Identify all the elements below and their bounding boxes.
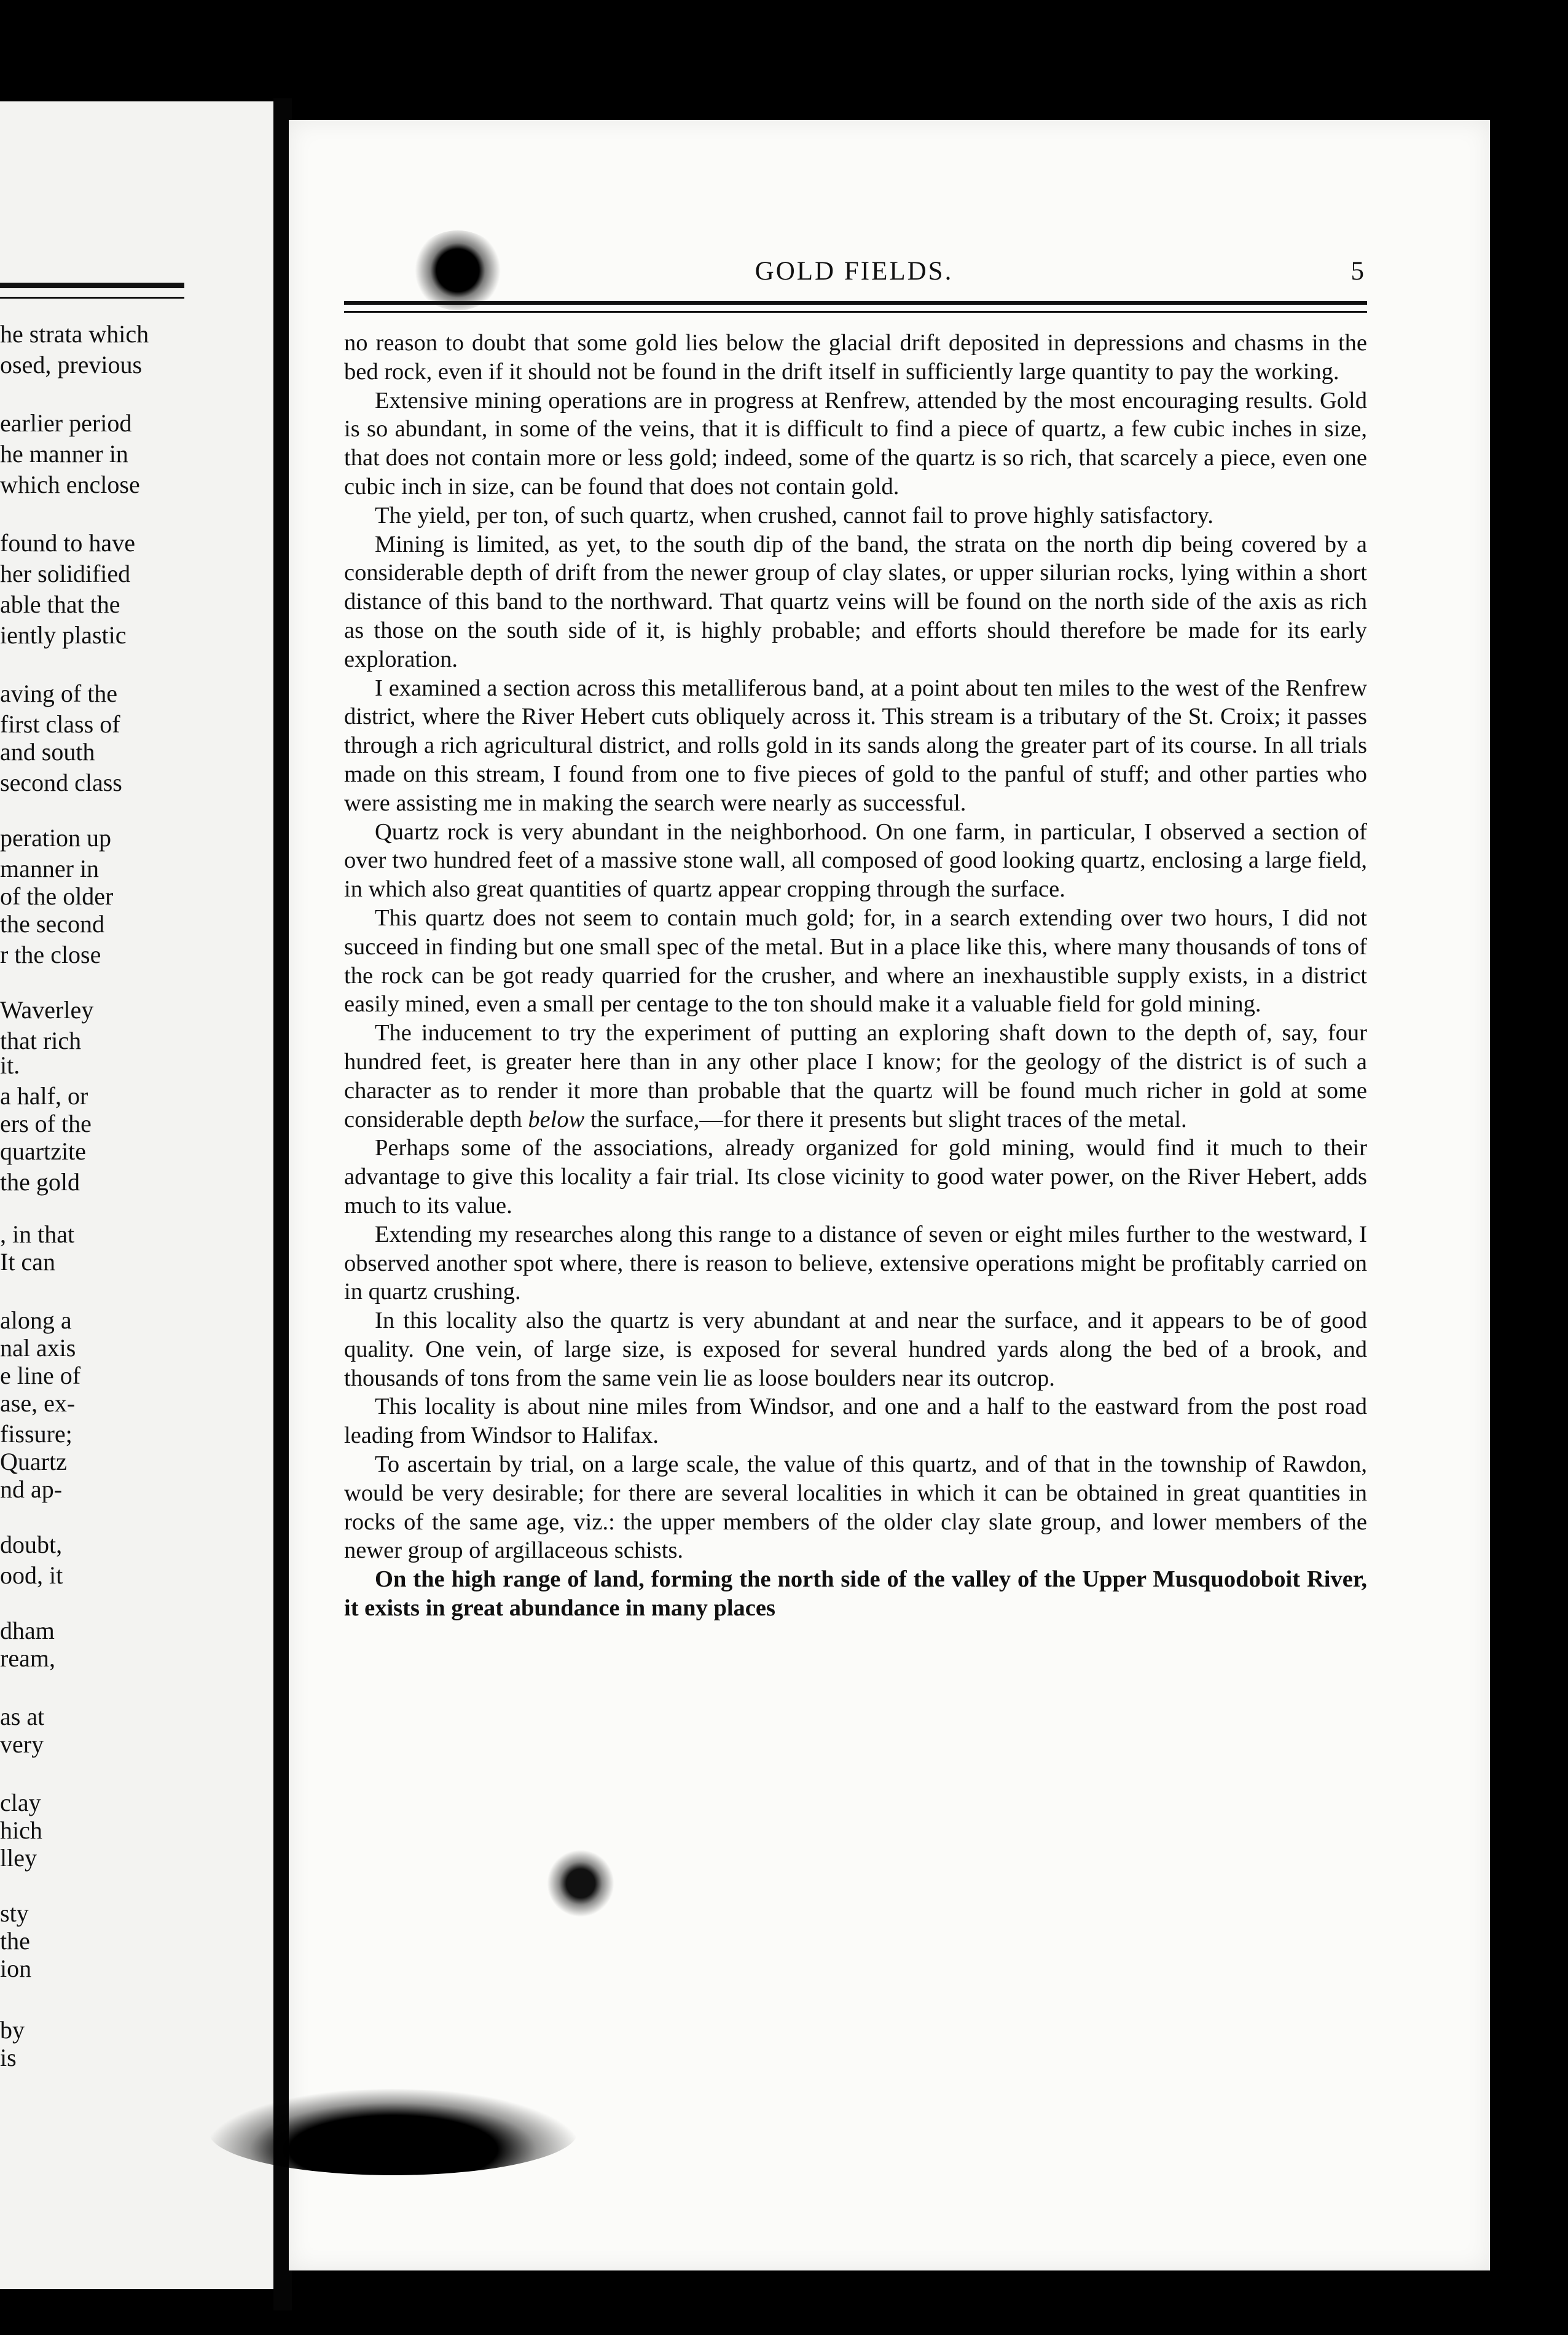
facing-page-line: the gold	[0, 1168, 80, 1196]
paragraph-text: The inducement to try the experiment of putting an exploring shaft down to the depth of, say, four hundred feet, is greater here than in any other place I know; for the geology of the district is of such a character as to render it more than probable that the quartz will be found much richer in gold at some considerable depth	[344, 1020, 1367, 1132]
paragraph: This locality is about nine miles from Windsor, and one and a half to the eastward from the post road leading from Windsor to Halifax.	[344, 1394, 1367, 1449]
facing-page-line: Quartz	[0, 1448, 67, 1475]
facing-page-line: iently plastic	[0, 621, 127, 649]
paragraph: The yield, per ton, of such quartz, when crushed, cannot fail to prove highly satisfactory.	[375, 502, 1213, 528]
facing-page-line: it.	[0, 1051, 20, 1079]
facing-page-line: found to have	[0, 529, 135, 557]
facing-page-line: as at	[0, 1703, 45, 1730]
ink-blot	[547, 1850, 614, 1917]
facing-page-line: ream,	[0, 1644, 55, 1672]
facing-page-line: that rich	[0, 1027, 82, 1054]
facing-page-line: clay	[0, 1789, 41, 1816]
facing-page-line: dham	[0, 1617, 55, 1644]
paragraph: Extensive mining operations are in progress at Renfrew, attended by the most encouraging results. Gold is so abundant, in some of the veins, that it is difficult to find a piece of quartz, a few cubic inches in size, that does not contain more or less gold; indeed, some of the quartz is so rich, that scarcely a piece, even one cubic inch in size, can be found that does not contain gold.	[344, 387, 1367, 500]
scan-shadow	[209, 2089, 578, 2175]
running-title: GOLD FIELDS.	[755, 257, 954, 286]
paragraph: I examined a section across this metalliferous band, at a point about ten miles to the west of the Renfrew district, where the River Hebert cuts obliquely across it. This stream is a tributary of the St. Croix; it passes through a rich agricultural district, and rolls gold in its sands along the greater part of its course. In all trials made on this stream, I found from one to five pieces of gold to the panful of stuff; and other parties who were assisting me in making the search were nearly as successful.	[344, 675, 1367, 816]
facing-page-line: a half, or	[0, 1082, 88, 1110]
facing-page-line: sty	[0, 1899, 29, 1927]
facing-page-line: It can	[0, 1248, 55, 1276]
facing-page-line: second class	[0, 769, 122, 796]
body-text	[344, 329, 1367, 1623]
paragraph: no reason to doubt that some gold lies below the glacial drift deposited in depressions and chasms in the bed rock, even if it should not be found in the drift itself in sufficiently large quantity to pay the working.	[344, 330, 1367, 385]
paragraph: To ascertain by trial, on a large scale, the value of this quartz, and of that in the township of Rawdon, would be very desirable; for there are several localities in which it can be obtained in great quantities in rocks of the same age, viz.: the upper members of the older clay slate group, and lower members of the newer group of argillaceous schists.	[344, 1451, 1367, 1564]
italic-word: below	[528, 1106, 585, 1132]
book-page	[289, 120, 1490, 2270]
facing-page-line: lley	[0, 1844, 37, 1872]
facing-page-line: nd ap-	[0, 1475, 63, 1503]
facing-page-line: fissure;	[0, 1420, 73, 1448]
facing-page-line: peration up	[0, 824, 112, 852]
page-number: 5	[1350, 257, 1364, 286]
facing-page-line: ood, it	[0, 1561, 63, 1589]
facing-page-line: of the older	[0, 882, 114, 910]
facing-page-line: ion	[0, 1955, 32, 1982]
facing-page-line: ers of the	[0, 1110, 92, 1137]
facing-page-line: first class of	[0, 710, 120, 738]
paragraph: Perhaps some of the associations, already organized for gold mining, would find it much to their advantage to give this locality a fair trial. Its close vicinity to good water power, on the River Hebert, adds much to its value.	[344, 1135, 1367, 1219]
facing-page-line: aving of the	[0, 680, 118, 707]
facing-page-line: her solidified	[0, 560, 131, 587]
facing-page-line: hich	[0, 1816, 42, 1844]
facing-page-line: doubt,	[0, 1531, 63, 1558]
paragraph: In this locality also the quartz is very abundant at and near the surface, and it appears to be of good quality. One vein, of large size, is exposed for several hundred yards along the bed of a brook, and thousands of tons from the same vein lie as loose boulders near its outcrop.	[344, 1308, 1367, 1391]
paragraph-text: the surface,—for there it presents but slight traces of the metal.	[584, 1106, 1187, 1132]
facing-page-line: , in that	[0, 1220, 75, 1248]
facing-page-line: he strata which	[0, 320, 149, 348]
facing-page-line: e line of	[0, 1362, 81, 1389]
facing-page-line: very	[0, 1730, 44, 1758]
running-header	[344, 256, 1364, 293]
facing-page-line: is	[0, 2044, 17, 2071]
facing-page-line: along a	[0, 1306, 72, 1334]
facing-page-line: earlier period	[0, 409, 132, 437]
facing-page-line: which enclose	[0, 471, 140, 498]
facing-page-line: ase, ex-	[0, 1389, 76, 1417]
facing-page-line: quartzite	[0, 1137, 86, 1165]
facing-page-left	[0, 101, 273, 2289]
header-rule	[344, 301, 1367, 313]
facing-page-line: by	[0, 2016, 25, 2044]
facing-page-line: able that the	[0, 591, 120, 618]
facing-page-line: the	[0, 1927, 30, 1955]
facing-page-line: the second	[0, 910, 104, 938]
paragraph: This quartz does not seem to contain much gold; for, in a search extending over two hours, I did not succeed in finding but one small spec of the metal. But in a place like this, where many thousands of tons of the rock can be got ready quarried for the crusher, and where an inexhaustible supply exists, in a district easily mined, even a small per centage to the ton should make it a valuable field for gold mining.	[344, 905, 1367, 1018]
facing-page-line: he manner in	[0, 440, 128, 468]
facing-page-header-rule	[0, 283, 184, 299]
paragraph: On the high range of land, forming the north side of the valley of the Upper Musquodoboit River, it exists in great abundance in many places	[344, 1566, 1367, 1622]
facing-page-line: nal axis	[0, 1334, 76, 1362]
facing-page-line: r the close	[0, 941, 101, 968]
paragraph: Mining is limited, as yet, to the south dip of the band, the strata on the north dip being covered by a considerable depth of drift from the newer group of clay slates, or upper silurian rocks, lying within a short distance of this band to the northward. That quartz veins will be found on the north side of the axis as rich as those on the south side of it, is highly probable; and efforts should therefore be made for its early exploration.	[344, 531, 1367, 672]
paragraph: Extending my researches along this range to a distance of seven or eight miles further to the westward, I observed another spot where, there is reason to believe, extensive operations might be profitably carried on in quartz crushing.	[344, 1221, 1367, 1305]
facing-page-line: Waverley	[0, 996, 94, 1024]
facing-page-line: manner in	[0, 855, 100, 882]
facing-page-line: osed, previous	[0, 351, 143, 379]
paragraph	[344, 1019, 1367, 1134]
facing-page-line: and south	[0, 738, 95, 766]
paragraph: Quartz rock is very abundant in the neighborhood. On one farm, in particular, I observed a section of over two hundred feet of a massive stone wall, all composed of good looking quartz, enclosing a large field, in which also great quantities of quartz appear cropping through the surface.	[344, 818, 1367, 903]
